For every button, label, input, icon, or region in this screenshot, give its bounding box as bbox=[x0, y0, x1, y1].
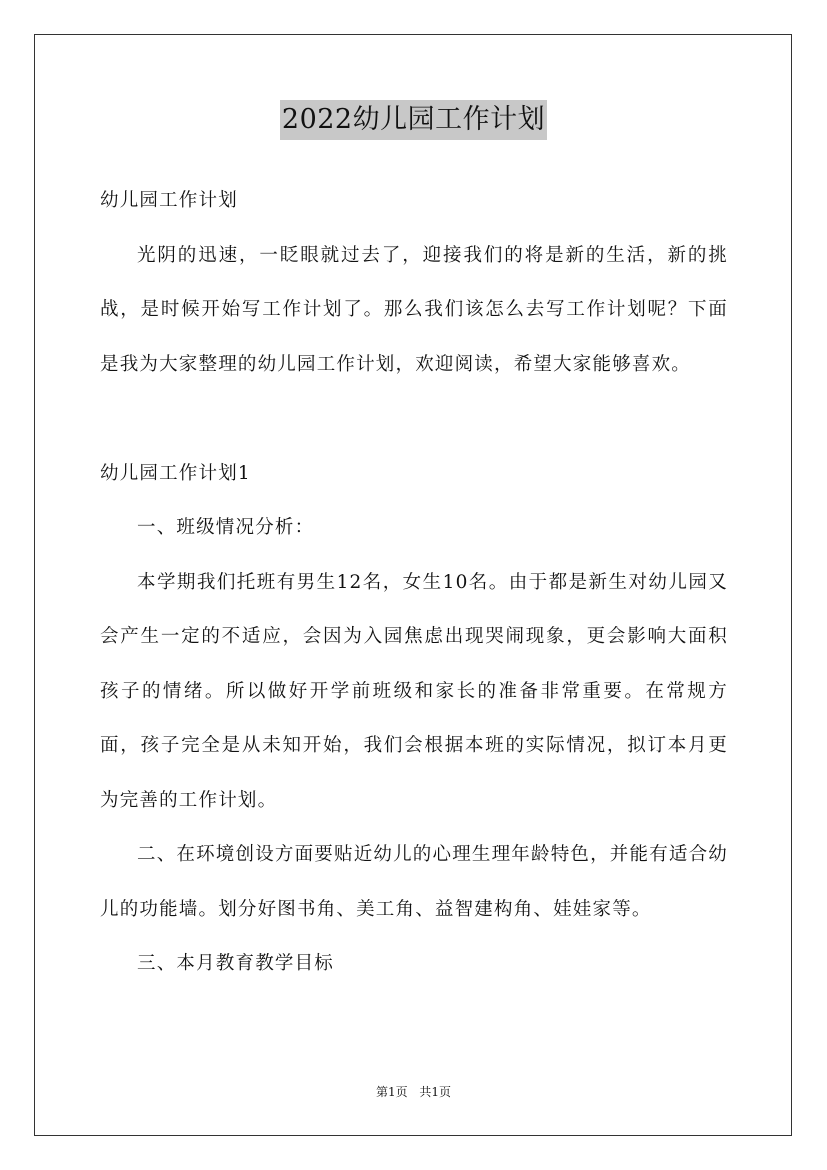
paragraph: 二、在环境创设方面要贴近幼儿的心理生理年龄特色，并能有适合幼儿的功能墙。划分好图书角、美工角、益智建构角、娃娃家等。 bbox=[100, 844, 729, 920]
paragraph: 幼儿园工作计划1 bbox=[100, 462, 251, 484]
paragraph: 一、班级情况分析： bbox=[137, 517, 315, 538]
paragraph: 幼儿园工作计划 bbox=[100, 190, 238, 211]
page-footer bbox=[0, 1083, 827, 1100]
paragraph: 三、本月教育教学目标 bbox=[137, 953, 335, 974]
page-total: 共1页 bbox=[419, 1085, 452, 1099]
page-number: 第1页 bbox=[375, 1085, 408, 1099]
document-body bbox=[100, 174, 728, 992]
paragraph: 光阴的迅速，一眨眼就过去了，迎接我们的将是新的生活，新的挑战，是时候开始写工作计划了。那么我们该怎么去写工作计划呢？下面是我为大家整理的幼儿园工作计划，欢迎阅读，希望大家能够喜欢。 bbox=[100, 244, 728, 375]
paragraph-spacer bbox=[100, 392, 728, 447]
title-container bbox=[0, 100, 827, 140]
document-title: 2022幼儿园工作计划 bbox=[280, 100, 547, 140]
paragraph: 本学期我们托班有男生12名，女生10名。由于都是新生对幼儿园又会产生一定的不适应，会因为入园焦虑出现哭闹现象，更会影响大面积孩子的情绪。所以做好开学前班级和家长的准备非常重要。在常规方面，孩子完全是从未知开始，我们会根据本班的实际情况，拟订本月更为完善的工作计划。 bbox=[100, 571, 728, 811]
